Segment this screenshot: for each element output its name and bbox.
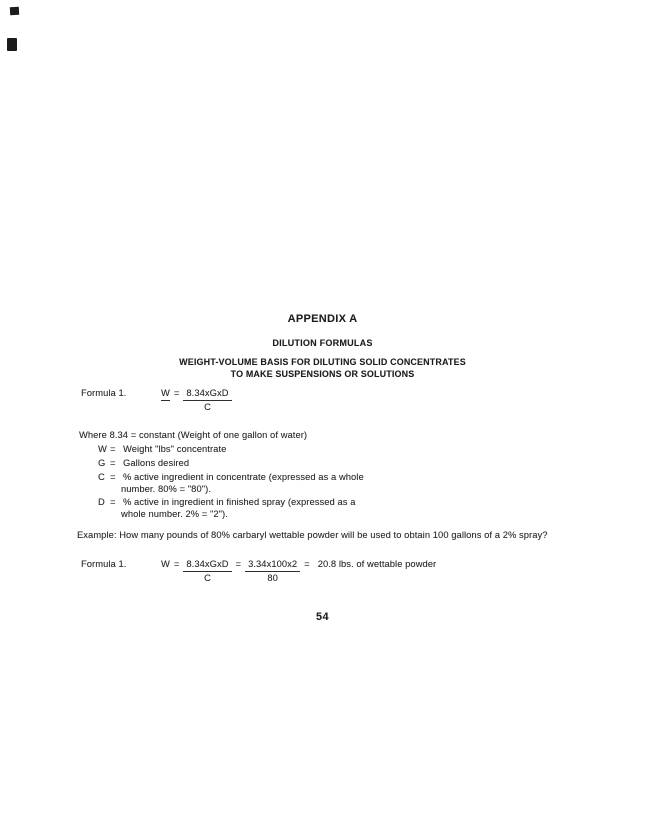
- definition-text: % active in ingredient in finished spray (expressed as a: [123, 497, 356, 507]
- definition-symbol: W: [98, 444, 107, 454]
- section-heading: DILUTION FORMULAS: [272, 338, 373, 348]
- definition-equals: =: [110, 458, 116, 468]
- scan-artifact-mark: [7, 38, 17, 51]
- formula1-equals: =: [173, 388, 180, 398]
- formula2-result: 20.8 lbs. of wettable powder: [317, 559, 437, 569]
- formula1-denominator: C: [204, 402, 211, 412]
- definition-item-d: [98, 497, 355, 508]
- definitions-intro: Where 8.34 = constant (Weight of one gallon of water): [79, 430, 308, 440]
- title-heading: [0, 357, 645, 380]
- formula2-denominator-1: C: [204, 573, 211, 583]
- title-line-1: WEIGHT-VOLUME BASIS FOR DILUTING SOLID CONCENTRATES: [179, 357, 466, 367]
- definition-text: % active ingredient in concentrate (expressed as a whole: [123, 472, 364, 482]
- appendix-heading: APPENDIX A: [287, 313, 358, 325]
- formula2-numerator-2: 3.34x100x2: [245, 559, 300, 572]
- formula2-expression: [161, 559, 436, 584]
- definition-text: Gallons desired: [123, 458, 190, 468]
- formula2-equals-2: =: [235, 559, 242, 569]
- definition-item-d-continued: whole number. 2% = "2").: [121, 509, 228, 519]
- formula2-equals-3: =: [304, 559, 310, 569]
- definition-symbol: D: [98, 497, 105, 507]
- definition-item-c-continued: number. 80% = "80").: [121, 484, 211, 494]
- page-number: 54: [315, 611, 329, 623]
- formula1-variable: W: [161, 388, 170, 401]
- formula2-equals-1: =: [173, 559, 180, 569]
- definition-symbol: G: [98, 458, 106, 468]
- definition-item-g: [98, 458, 189, 469]
- formula1-label: Formula 1.: [81, 388, 127, 398]
- formula2-denominator-2: 80: [267, 573, 278, 583]
- formula2-variable: W: [161, 559, 170, 569]
- formula2-fraction-2: [245, 559, 300, 584]
- formula1-numerator: 8.34xGxD: [183, 388, 231, 401]
- definition-symbol: C: [98, 472, 105, 482]
- example-text: Example: How many pounds of 80% carbaryl wettable powder will be used to obtain 100 gallons of a 2% spray?: [77, 530, 548, 540]
- formula2-label: Formula 1.: [81, 559, 127, 569]
- formula1-expression: [161, 388, 232, 413]
- definition-item-w: [98, 444, 226, 455]
- definition-equals: =: [110, 472, 116, 482]
- definition-item-c: [98, 472, 364, 483]
- definition-equals: =: [110, 497, 116, 507]
- scan-artifact-mark: [10, 7, 19, 15]
- title-line-2: TO MAKE SUSPENSIONS OR SOLUTIONS: [230, 368, 415, 379]
- definition-text: Weight "lbs" concentrate: [123, 444, 227, 454]
- formula2-fraction-1: [183, 559, 231, 584]
- formula2-numerator-1: 8.34xGxD: [183, 559, 231, 572]
- definition-equals: =: [110, 444, 116, 454]
- formula1-fraction: [183, 388, 231, 413]
